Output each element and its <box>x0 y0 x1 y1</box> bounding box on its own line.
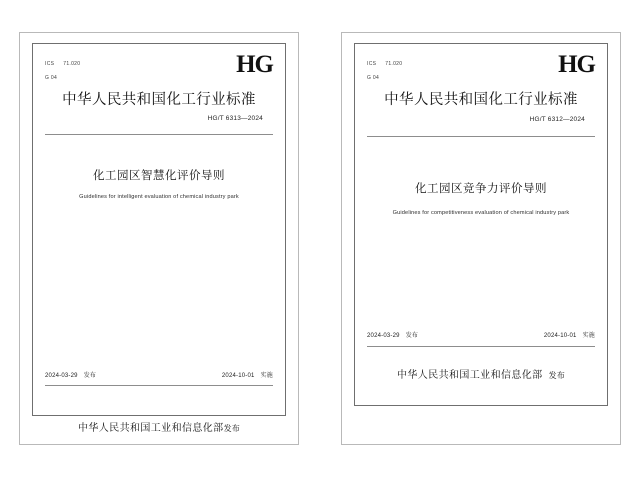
subject-title-en: Guidelines for intelligent evaluation of chemical industry park <box>79 194 239 200</box>
issuer-name: 中华人民共和国工业和信息化部 <box>396 370 543 381</box>
issue-label: 发布 <box>405 333 419 339</box>
ccs-label: G 04 <box>367 75 380 81</box>
divider-bottom <box>367 346 595 347</box>
issuer-line <box>355 366 607 381</box>
issue-date-group <box>367 330 418 339</box>
ics-classification-block <box>367 54 402 82</box>
issuer-name: 中华人民共和国工业和信息化部 <box>77 423 224 434</box>
effective-date: 2024-10-01 <box>543 333 577 339</box>
hg-logo-icon: HG <box>236 51 273 78</box>
effective-label: 实施 <box>260 373 273 379</box>
divider-bottom <box>45 385 273 386</box>
ics-label: ICS <box>45 61 55 67</box>
ics-classification-block <box>45 54 80 82</box>
issuer-suffix: 发布 <box>223 424 240 433</box>
ics-label: ICS <box>367 61 377 67</box>
issue-date: 2024-03-29 <box>45 373 78 379</box>
hg-logo-icon: HG <box>558 51 595 78</box>
subject-title-cn: 化工园区智慧化评价导则 <box>93 170 225 182</box>
effective-date: 2024-10-01 <box>221 373 255 379</box>
ccs-label: G 04 <box>45 75 58 81</box>
divider-top <box>45 134 273 135</box>
standard-number: HG/T 6313—2024 <box>207 115 263 122</box>
page-title: 中华人民共和国化工行业标准 <box>384 92 578 108</box>
standard-number: HG/T 6312—2024 <box>529 116 585 123</box>
effective-label: 实施 <box>582 333 595 339</box>
issue-label: 发布 <box>83 373 97 379</box>
issue-date: 2024-03-29 <box>367 333 400 339</box>
effective-date-group <box>544 330 595 339</box>
divider-top <box>367 136 595 137</box>
page-border <box>32 43 286 434</box>
effective-date-group <box>222 370 273 379</box>
standard-cover-page-1[interactable] <box>19 32 299 445</box>
issue-date-group <box>45 370 96 379</box>
date-row <box>367 330 595 339</box>
subject-title-cn: 化工园区竞争力评价导则 <box>415 183 547 195</box>
ics-value: 71.020 <box>385 61 403 67</box>
issuer-suffix: 发布 <box>548 371 565 380</box>
date-row <box>45 370 273 379</box>
page-title: 中华人民共和国化工行业标准 <box>62 92 256 108</box>
subject-title-en: Guidelines for competitiveness evaluation of chemical industry park <box>392 210 570 216</box>
standard-cover-page-2[interactable] <box>341 32 621 445</box>
ics-value: 71.020 <box>63 61 81 67</box>
issuer-line <box>33 419 285 434</box>
page-border <box>354 43 608 406</box>
